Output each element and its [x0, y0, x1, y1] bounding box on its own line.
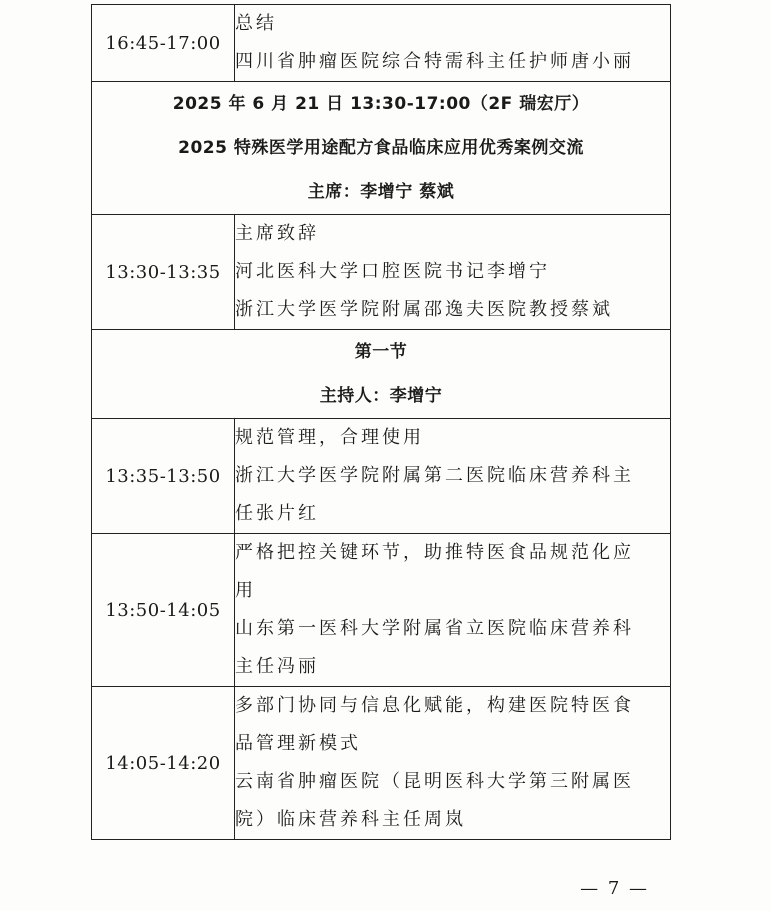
section-heading-line: 主席：李增宁 蔡斌: [307, 182, 455, 202]
agenda-text-line: 山东第一医科大学附属省立医院临床营养科: [235, 618, 634, 639]
agenda-text-line: 任张片红: [235, 503, 319, 524]
agenda-text-line: 总结: [235, 13, 277, 34]
agenda-text-line: 多部门协同与信息化赋能，构建医院特医食: [235, 695, 634, 716]
section-heading-line: 2025 年 6 月 21 日 13:30-17:00（2F 瑞宏厅）: [172, 94, 590, 114]
agenda-text-line: 主席致辞: [235, 223, 319, 244]
agenda-text-line: 河北医科大学口腔医院书记李增宁: [235, 261, 550, 282]
section-header-cell: [92, 82, 671, 215]
agenda-content: [235, 419, 671, 534]
agenda-text-line: 严格把控关键环节，助推特医食品规范化应: [235, 542, 634, 563]
agenda-text-line: 四川省肿瘤医院综合特需科主任护师唐小丽: [235, 51, 634, 72]
section-heading-line: 2025 特殊医学用途配方食品临床应用优秀案例交流: [178, 138, 584, 158]
agenda-content: [235, 5, 671, 82]
section-header-row: [92, 82, 671, 215]
section-header-cell: [92, 330, 671, 419]
agenda-row: [92, 5, 671, 82]
section-heading-line: 第一节: [354, 342, 408, 362]
agenda-content: [235, 687, 671, 840]
page-number: — 7 —: [580, 878, 649, 899]
section-heading-line: 主持人：李增宁: [319, 386, 443, 406]
time-slot: 13:50-14:05: [92, 534, 235, 687]
agenda-table-body: [92, 5, 671, 840]
time-slot: 14:05-14:20: [92, 687, 235, 840]
agenda-text-line: 浙江大学医学院附属第二医院临床营养科主: [235, 465, 634, 486]
agenda-content: [235, 215, 671, 330]
agenda-text-line: 品管理新模式: [235, 733, 361, 754]
agenda-table: [91, 4, 671, 840]
agenda-text-line: 云南省肿瘤医院（昆明医科大学第三附属医: [235, 771, 634, 792]
agenda-text-line: 用: [235, 580, 256, 601]
agenda-row: [92, 534, 671, 687]
agenda-text-line: 院）临床营养科主任周岚: [235, 809, 466, 830]
time-slot: 13:35-13:50: [92, 419, 235, 534]
agenda-text-line: 规范管理，合理使用: [235, 427, 424, 448]
time-slot: 13:30-13:35: [92, 215, 235, 330]
agenda-row: [92, 215, 671, 330]
section-header-row: [92, 330, 671, 419]
time-slot: 16:45-17:00: [92, 5, 235, 82]
agenda-content: [235, 534, 671, 687]
agenda-row: [92, 419, 671, 534]
agenda-row: [92, 687, 671, 840]
agenda-text-line: 主任冯丽: [235, 656, 319, 677]
agenda-text-line: 浙江大学医学院附属邵逸夫医院教授蔡斌: [235, 299, 613, 320]
